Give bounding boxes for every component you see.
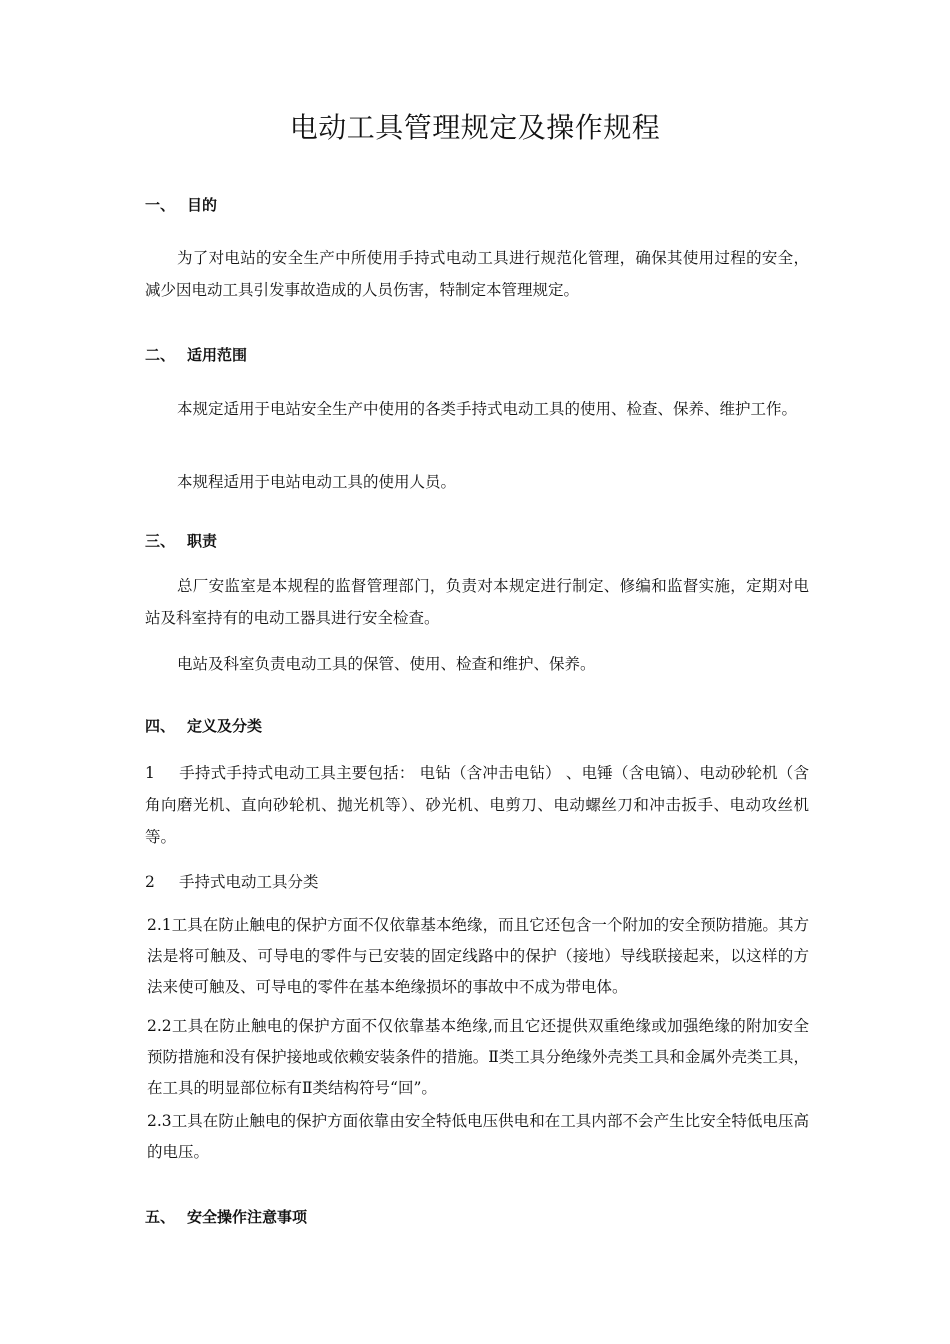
section-title: 定义及分类 (187, 717, 263, 735)
section-title: 安全操作注意事项 (187, 1208, 308, 1226)
section-number: 五、 (145, 1208, 176, 1226)
section-heading-definitions (145, 715, 262, 736)
item-text: 手持式手持式电动工具主要包括： 电钻（含冲击电钻） 、电锤（含电镐）、电动砂轮机（含角向磨光机、直向砂轮机、抛光机等）、砂光机、电剪刀、电动螺丝刀和冲击扳手、电动攻丝机等。 (145, 764, 809, 846)
section-number: 一、 (145, 196, 176, 214)
section-title: 职责 (187, 532, 218, 550)
section-number: 二、 (145, 346, 176, 364)
section-heading-scope (145, 344, 247, 365)
section-heading-duties (145, 530, 217, 551)
section-number: 三、 (145, 532, 176, 550)
paragraph-duties-2: 电站及科室负责电动工具的保管、使用、检查和维护、保养。 (177, 655, 596, 673)
paragraph-scope-1: 本规定适用于电站安全生产中使用的各类手持式电动工具的使用、检查、保养、维护工作。 (177, 400, 798, 418)
section-heading-safety (145, 1206, 307, 1227)
subitem-2-1: 2.1工具在防止触电的保护方面不仅依靠基本绝缘，而且它还包含一个附加的安全预防措施。其方法是将可触及、可导电的零件与已安装的固定线路中的保护（接地）导线联接起来，以这样的方法来使可触及、可导电的零件在基本绝缘损坏的事故中不成为带电体。 (147, 916, 809, 996)
item-number: 1 (145, 764, 155, 782)
document-title: 电动工具管理规定及操作规程 (289, 111, 661, 144)
list-item-classification (145, 866, 809, 898)
paragraph-scope-2: 本规程适用于电站电动工具的使用人员。 (177, 473, 457, 491)
section-title: 适用范围 (187, 346, 248, 364)
section-heading-purpose (145, 194, 217, 215)
list-item-tool-types (145, 757, 809, 853)
paragraph-purpose: 为了对电站的安全生产中所使用手持式电动工具进行规范化管理，确保其使用过程的安全，减少因电动工具引发事故造成的人员伤害，特制定本管理规定。 (145, 249, 809, 299)
section-number: 四、 (145, 717, 176, 735)
paragraph-duties-1: 总厂安监室是本规程的监督管理部门，负责对本规定进行制定、修编和监督实施，定期对电站及科室持有的电动工器具进行安全检查。 (145, 577, 809, 627)
subitem-2-3: 2.3工具在防止触电的保护方面依靠由安全特低电压供电和在工具内部不会产生比安全特低电压高的电压。 (147, 1112, 809, 1161)
section-title: 目的 (187, 196, 218, 214)
subitem-2-2: 2.2工具在防止触电的保护方面不仅依靠基本绝缘,而且它还提供双重绝缘或加强绝缘的附加安全预防措施和没有保护接地或依赖安装条件的措施。Ⅱ类工具分绝缘外壳类工具和金属外壳类工具，在工具的明显部位标有Ⅱ类结构符号“回”。 (147, 1017, 809, 1097)
item-text: 手持式电动工具分类 (179, 873, 319, 891)
item-number: 2 (145, 873, 155, 891)
